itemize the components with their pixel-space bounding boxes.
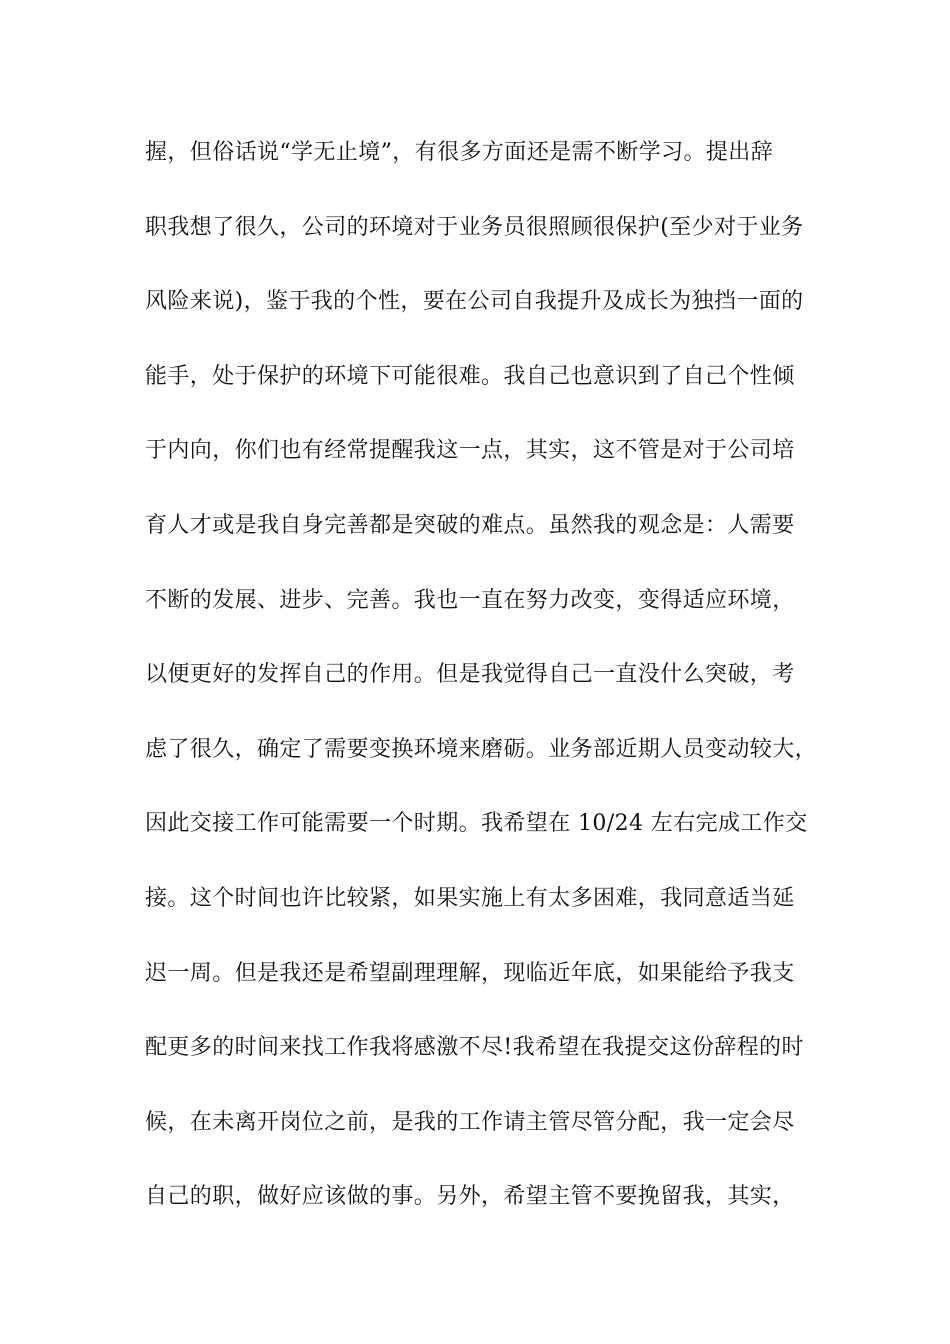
text-line: 迟一周。但是我还是希望副理理解，现临近年底，如果能给予我支: [145, 960, 795, 986]
text-line: 接。这个时间也许比较紧，如果实施上有太多困难，我同意适当延: [145, 885, 795, 911]
text-line: 育人才或是我自身完善都是突破的难点。虽然我的观念是：人需要: [145, 512, 795, 538]
text-line: 不断的发展、进步、完善。我也一直在努力改变，变得适应环境，: [145, 587, 795, 613]
text-line: 以便更好的发挥自己的作用。但是我觉得自己一直没什么突破，考: [145, 662, 795, 688]
text-line: 配更多的时间来找工作我将感激不尽!我希望在我提交这份辞程的时: [145, 1035, 804, 1061]
document-body: [145, 133, 835, 1252]
text-line: 虑了很久，确定了需要变换环境来磨砺。业务部近期人员变动较大，: [145, 736, 818, 762]
text-line: 风险来说)，鉴于我的个性，要在公司自我提升及成长为独挡一面的: [145, 289, 804, 315]
text-line: 握，但俗话说“学无止境”，有很多方面还是需不断学习。提出辞: [145, 140, 774, 165]
text-line: 因此交接工作可能需要一个时期。我希望在 10/24 左右完成工作交: [145, 811, 808, 837]
text-line: 职我想了很久，公司的环境对于业务员很照顾很保护(至少对于业务: [145, 214, 804, 240]
text-line: 候，在未离开岗位之前，是我的工作请主管尽管分配，我一定会尽: [145, 1109, 795, 1135]
text-line: 于内向，你们也有经常提醒我这一点，其实，这不管是对于公司培: [145, 438, 795, 464]
text-line: 能手，处于保护的环境下可能很难。我自己也意识到了自己个性倾: [145, 363, 795, 389]
text-line: 自己的职，做好应该做的事。另外，希望主管不要挽留我，其实，: [145, 1184, 795, 1210]
